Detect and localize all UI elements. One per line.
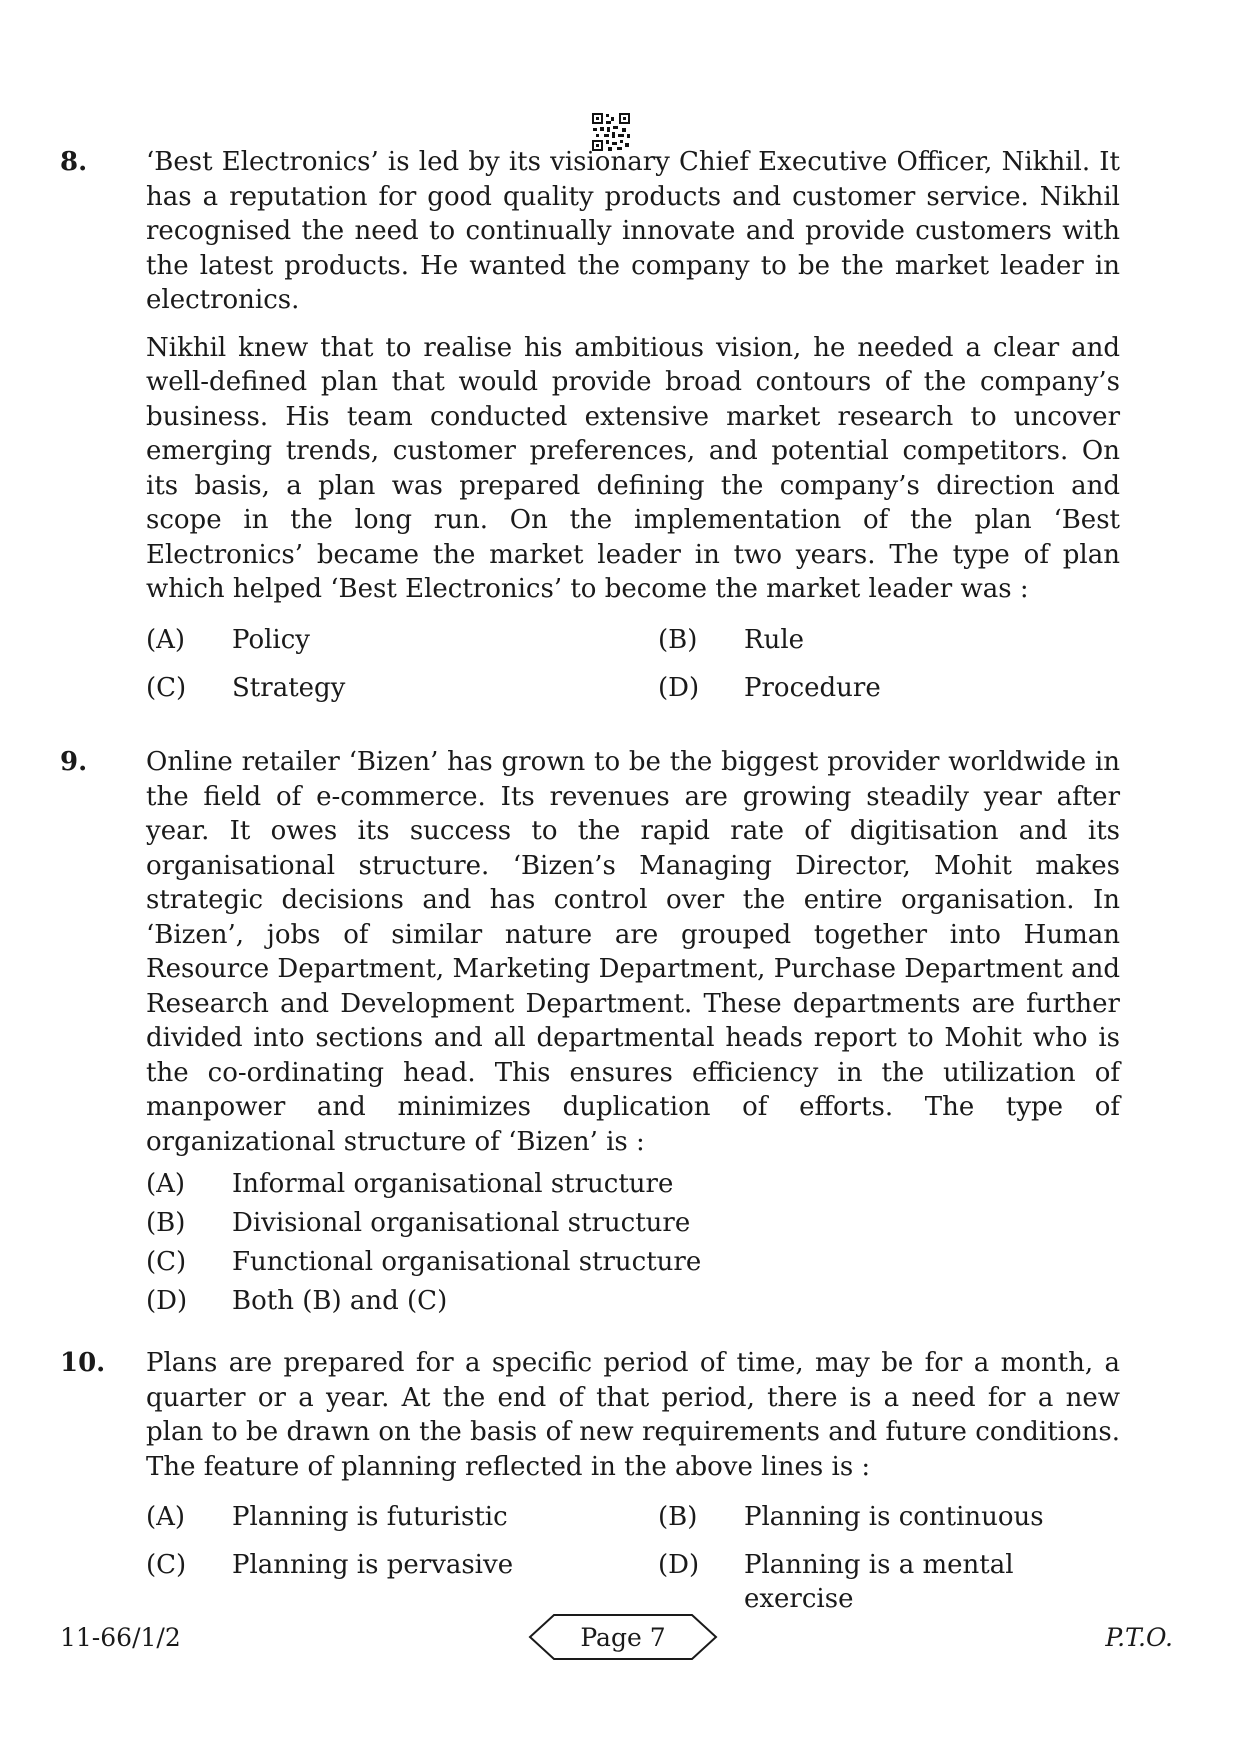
question-number: 10. bbox=[60, 1348, 106, 1378]
question-paragraph: Plans are prepared for a specific period of time, may be for a month, a quarter or a year. At the end of that period, there is a need for a new plan to be drawn on the basis of new requirements and future conditions. The feature of planning reflected in the above lines is : bbox=[146, 1348, 1120, 1482]
option-b bbox=[658, 623, 1120, 657]
option-letter: (C) bbox=[146, 672, 187, 703]
option-text: Procedure bbox=[744, 672, 881, 703]
option-a bbox=[146, 1500, 658, 1534]
option-letter: (B) bbox=[658, 1502, 698, 1532]
question-body bbox=[146, 745, 1120, 1323]
option-letter: (C) bbox=[146, 1550, 187, 1580]
option-d bbox=[658, 671, 1120, 705]
option-text: Divisional organisational structure bbox=[232, 1208, 691, 1238]
question-paragraph: Nikhil knew that to realise his ambitious vision, he needed a clear and well-defined plan that would provide broad contours of the company’s business. His team conducted extensive market research to uncover emerging trends, customer preferences, and potential competitors. On its basis, a plan was prepared defining the company’s direction and scope in the long run. On the implementation of the plan ‘Best Electronics’ became the market leader in two years. The type of plan which helped ‘Best Electronics’ to become the market leader was : bbox=[146, 332, 1120, 604]
option-text: Both (B) and (C) bbox=[232, 1286, 448, 1316]
option-c bbox=[146, 671, 658, 705]
option-d bbox=[658, 1548, 1120, 1616]
question-8 bbox=[60, 145, 1120, 705]
option-letter: (B) bbox=[658, 624, 698, 655]
question-number: 8. bbox=[60, 147, 88, 177]
question-number: 9. bbox=[60, 747, 88, 777]
option-text: Strategy bbox=[232, 672, 346, 703]
option-letter: (A) bbox=[146, 1169, 186, 1199]
options-list bbox=[146, 623, 1120, 705]
option-letter: (C) bbox=[146, 1247, 187, 1277]
option-text: Planning is pervasive bbox=[232, 1550, 514, 1580]
option-text: Policy bbox=[232, 624, 310, 655]
option-d bbox=[146, 1284, 1120, 1323]
option-text: Planning is a mental exercise bbox=[744, 1550, 1014, 1614]
option-b bbox=[658, 1500, 1120, 1534]
option-c bbox=[146, 1548, 658, 1616]
question-body bbox=[146, 145, 1120, 705]
option-text: Rule bbox=[744, 624, 805, 655]
option-letter: (B) bbox=[146, 1208, 186, 1238]
options-list bbox=[146, 1167, 1120, 1323]
option-text: Planning is continuous bbox=[744, 1502, 1044, 1532]
question-10 bbox=[60, 1346, 1120, 1616]
page-number-badge bbox=[528, 1613, 718, 1661]
option-letter: (D) bbox=[658, 1550, 700, 1580]
question-paragraph: ‘Best Electronics’ is led by its visionary Chief Executive Officer, Nikhil. It has a reputation for good quality products and customer service. Nikhil recognised the need to continually innovate and provide customers with the latest products. He wanted the company to be the market leader in electronics. bbox=[146, 147, 1120, 315]
option-letter: (D) bbox=[658, 672, 700, 703]
option-letter: (D) bbox=[146, 1286, 188, 1316]
pto-label: P.T.O. bbox=[1105, 1623, 1173, 1652]
options-list bbox=[146, 1500, 1120, 1616]
paper-code: 11-66/1/2 bbox=[60, 1623, 181, 1652]
question-body bbox=[146, 1346, 1120, 1616]
option-a bbox=[146, 623, 658, 657]
option-b bbox=[146, 1206, 1120, 1245]
option-text: Informal organisational structure bbox=[232, 1169, 674, 1199]
option-text: Planning is futuristic bbox=[232, 1502, 508, 1532]
question-paragraph: Online retailer ‘Bizen’ has grown to be the biggest provider worldwide in the field of e-commerce. Its revenues are growing steadily year after year. It owes its success to the rapid rate of digitisation and its organisational structure. ‘Bizen’s Managing Director, Mohit makes strategic decisions and has control over the entire organisation. In ‘Bizen’, jobs of similar nature are grouped together into Human Resource Department, Marketing Department, Purchase Department and Research and Development Department. These departments are further divided into sections and all departmental heads report to Mohit who is the co-ordinating head. This ensures efficiency in the utilization of manpower and minimizes duplication of efforts. The type of organizational structure of ‘Bizen’ is : bbox=[146, 747, 1120, 1157]
question-9 bbox=[60, 745, 1120, 1323]
option-letter: (A) bbox=[146, 1502, 186, 1532]
option-text: Functional organisational structure bbox=[232, 1247, 702, 1277]
option-letter: (A) bbox=[146, 624, 186, 655]
option-a bbox=[146, 1167, 1120, 1206]
page-number: Page 7 bbox=[580, 1622, 666, 1652]
option-c bbox=[146, 1245, 1120, 1284]
